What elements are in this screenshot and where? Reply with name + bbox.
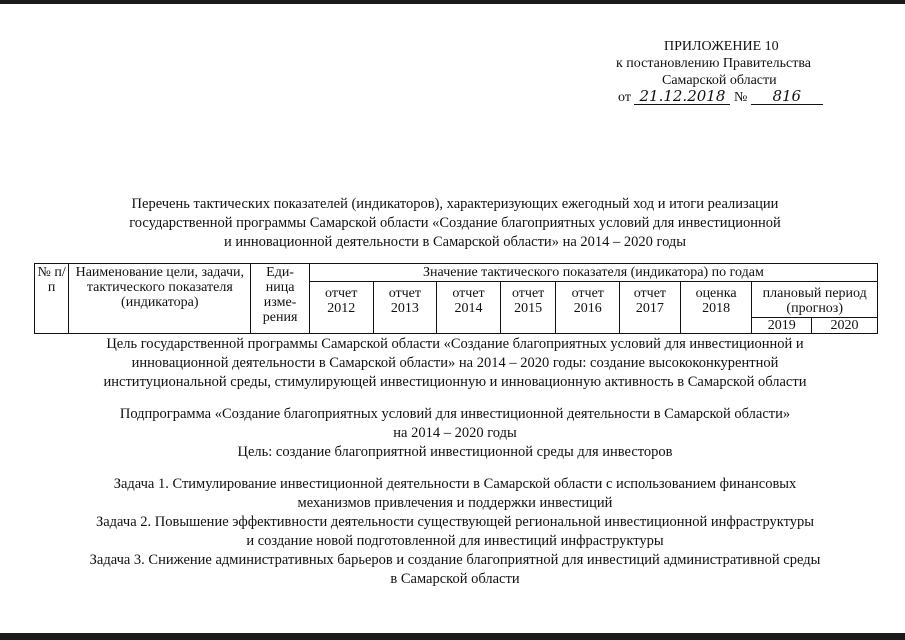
page-edge-top <box>0 0 905 4</box>
col-header-year <box>620 282 681 334</box>
col-header-year <box>309 282 373 334</box>
col-header-unit: Еди- ница изме- рения <box>251 264 310 334</box>
task-1-line-2: механизмов привлечения и поддержки инвестиций <box>297 495 613 511</box>
task-3-line-1: Задача 3. Снижение административных барьеров и создание благоприятной для инвестиций административной среды <box>89 552 821 568</box>
col-header-planned-year: 2019 <box>752 318 812 334</box>
annex-header <box>600 38 840 106</box>
year-value: 2017 <box>635 301 664 316</box>
subprogram-title-1: Подпрограмма «Создание благоприятных условий для инвестиционной деятельности в Самарской области» <box>119 406 791 422</box>
subprogram-goal: Цель: создание благоприятной инвестиционной среды для инвесторов <box>237 444 673 460</box>
col-header-values-by-year: Значение тактического показателя (индикатора) по годам <box>309 264 877 282</box>
col-header-planned-period: плановый период (прогноз) <box>752 282 878 318</box>
year-value: 2014 <box>454 301 483 316</box>
year-value: 2013 <box>390 301 419 316</box>
title-line-2: государственной программы Самарской области «Создание благоприятных условий для инвестиционной <box>129 215 781 231</box>
task-1-line-1: Задача 1. Стимулирование инвестиционной деятельности в Самарской области с использованием финансовых <box>113 476 797 492</box>
year-value: 2018 <box>702 301 731 316</box>
year-value: 2015 <box>514 301 543 316</box>
year-kind: отчет <box>511 286 545 301</box>
goal-line-3: институциональной среды, стимулирующей инвестиционную и инновационную активность в Самарской области <box>103 374 807 390</box>
title-line-3: и инновационной деятельности в Самарской области» на 2014 – 2020 годы <box>223 234 687 250</box>
handwritten-number: 816 <box>751 89 823 105</box>
annex-title: ПРИЛОЖЕНИЕ 10 <box>664 39 779 54</box>
year-kind: отчет <box>452 286 485 301</box>
year-value: 2016 <box>573 301 602 316</box>
col-header-year <box>373 282 437 334</box>
col-header-year <box>500 282 556 334</box>
year-kind: отчет <box>388 286 422 301</box>
date-prefix: от <box>618 90 631 105</box>
page-edge-bottom <box>0 633 905 640</box>
year-kind: отчет <box>571 286 604 301</box>
col-header-number: № п/п <box>35 264 69 334</box>
subprogram-block <box>40 405 870 462</box>
task-3-line-2: в Самарской области <box>390 571 520 587</box>
col-header-year <box>556 282 620 334</box>
year-kind: отчет <box>325 286 358 301</box>
year-kind: оценка <box>695 286 737 301</box>
annex-region: Самарской области <box>662 73 777 88</box>
document-title <box>60 195 850 252</box>
goal-line-2: инновационной деятельности в Самарской области» на 2014 – 2020 годы: создание высококонкурентной <box>131 355 779 371</box>
year-kind: отчет <box>633 286 667 301</box>
annex-resolution: к постановлению Правительства <box>616 56 812 71</box>
col-header-planned-year: 2020 <box>812 318 878 334</box>
subprogram-title-2: на 2014 – 2020 годы <box>393 425 517 441</box>
title-line-1: Перечень тактических показателей (индикаторов), характеризующих ежегодный ход и итоги реализации <box>131 196 779 212</box>
year-value: 2012 <box>327 301 356 316</box>
handwritten-date: 21.12.2018 <box>634 89 730 105</box>
task-2-line-2: и создание новой подготовленной для инвестиций инфраструктуры <box>246 533 664 549</box>
col-header-name: Наименование цели, задачи, тактического показателя (индикатора) <box>69 264 251 334</box>
program-goal <box>40 335 870 392</box>
annex-date-line <box>600 89 840 106</box>
col-header-year <box>437 282 501 334</box>
indicators-table <box>34 263 878 334</box>
number-prefix: № <box>733 90 748 105</box>
tasks-block <box>40 475 870 589</box>
goal-line-1: Цель государственной программы Самарской области «Создание благоприятных условий для инвестиционной и <box>106 336 804 352</box>
task-2-line-1: Задача 2. Повышение эффективности деятельности существующей региональной инвестиционной инфраструктуры <box>95 514 814 530</box>
col-header-year <box>680 282 752 334</box>
